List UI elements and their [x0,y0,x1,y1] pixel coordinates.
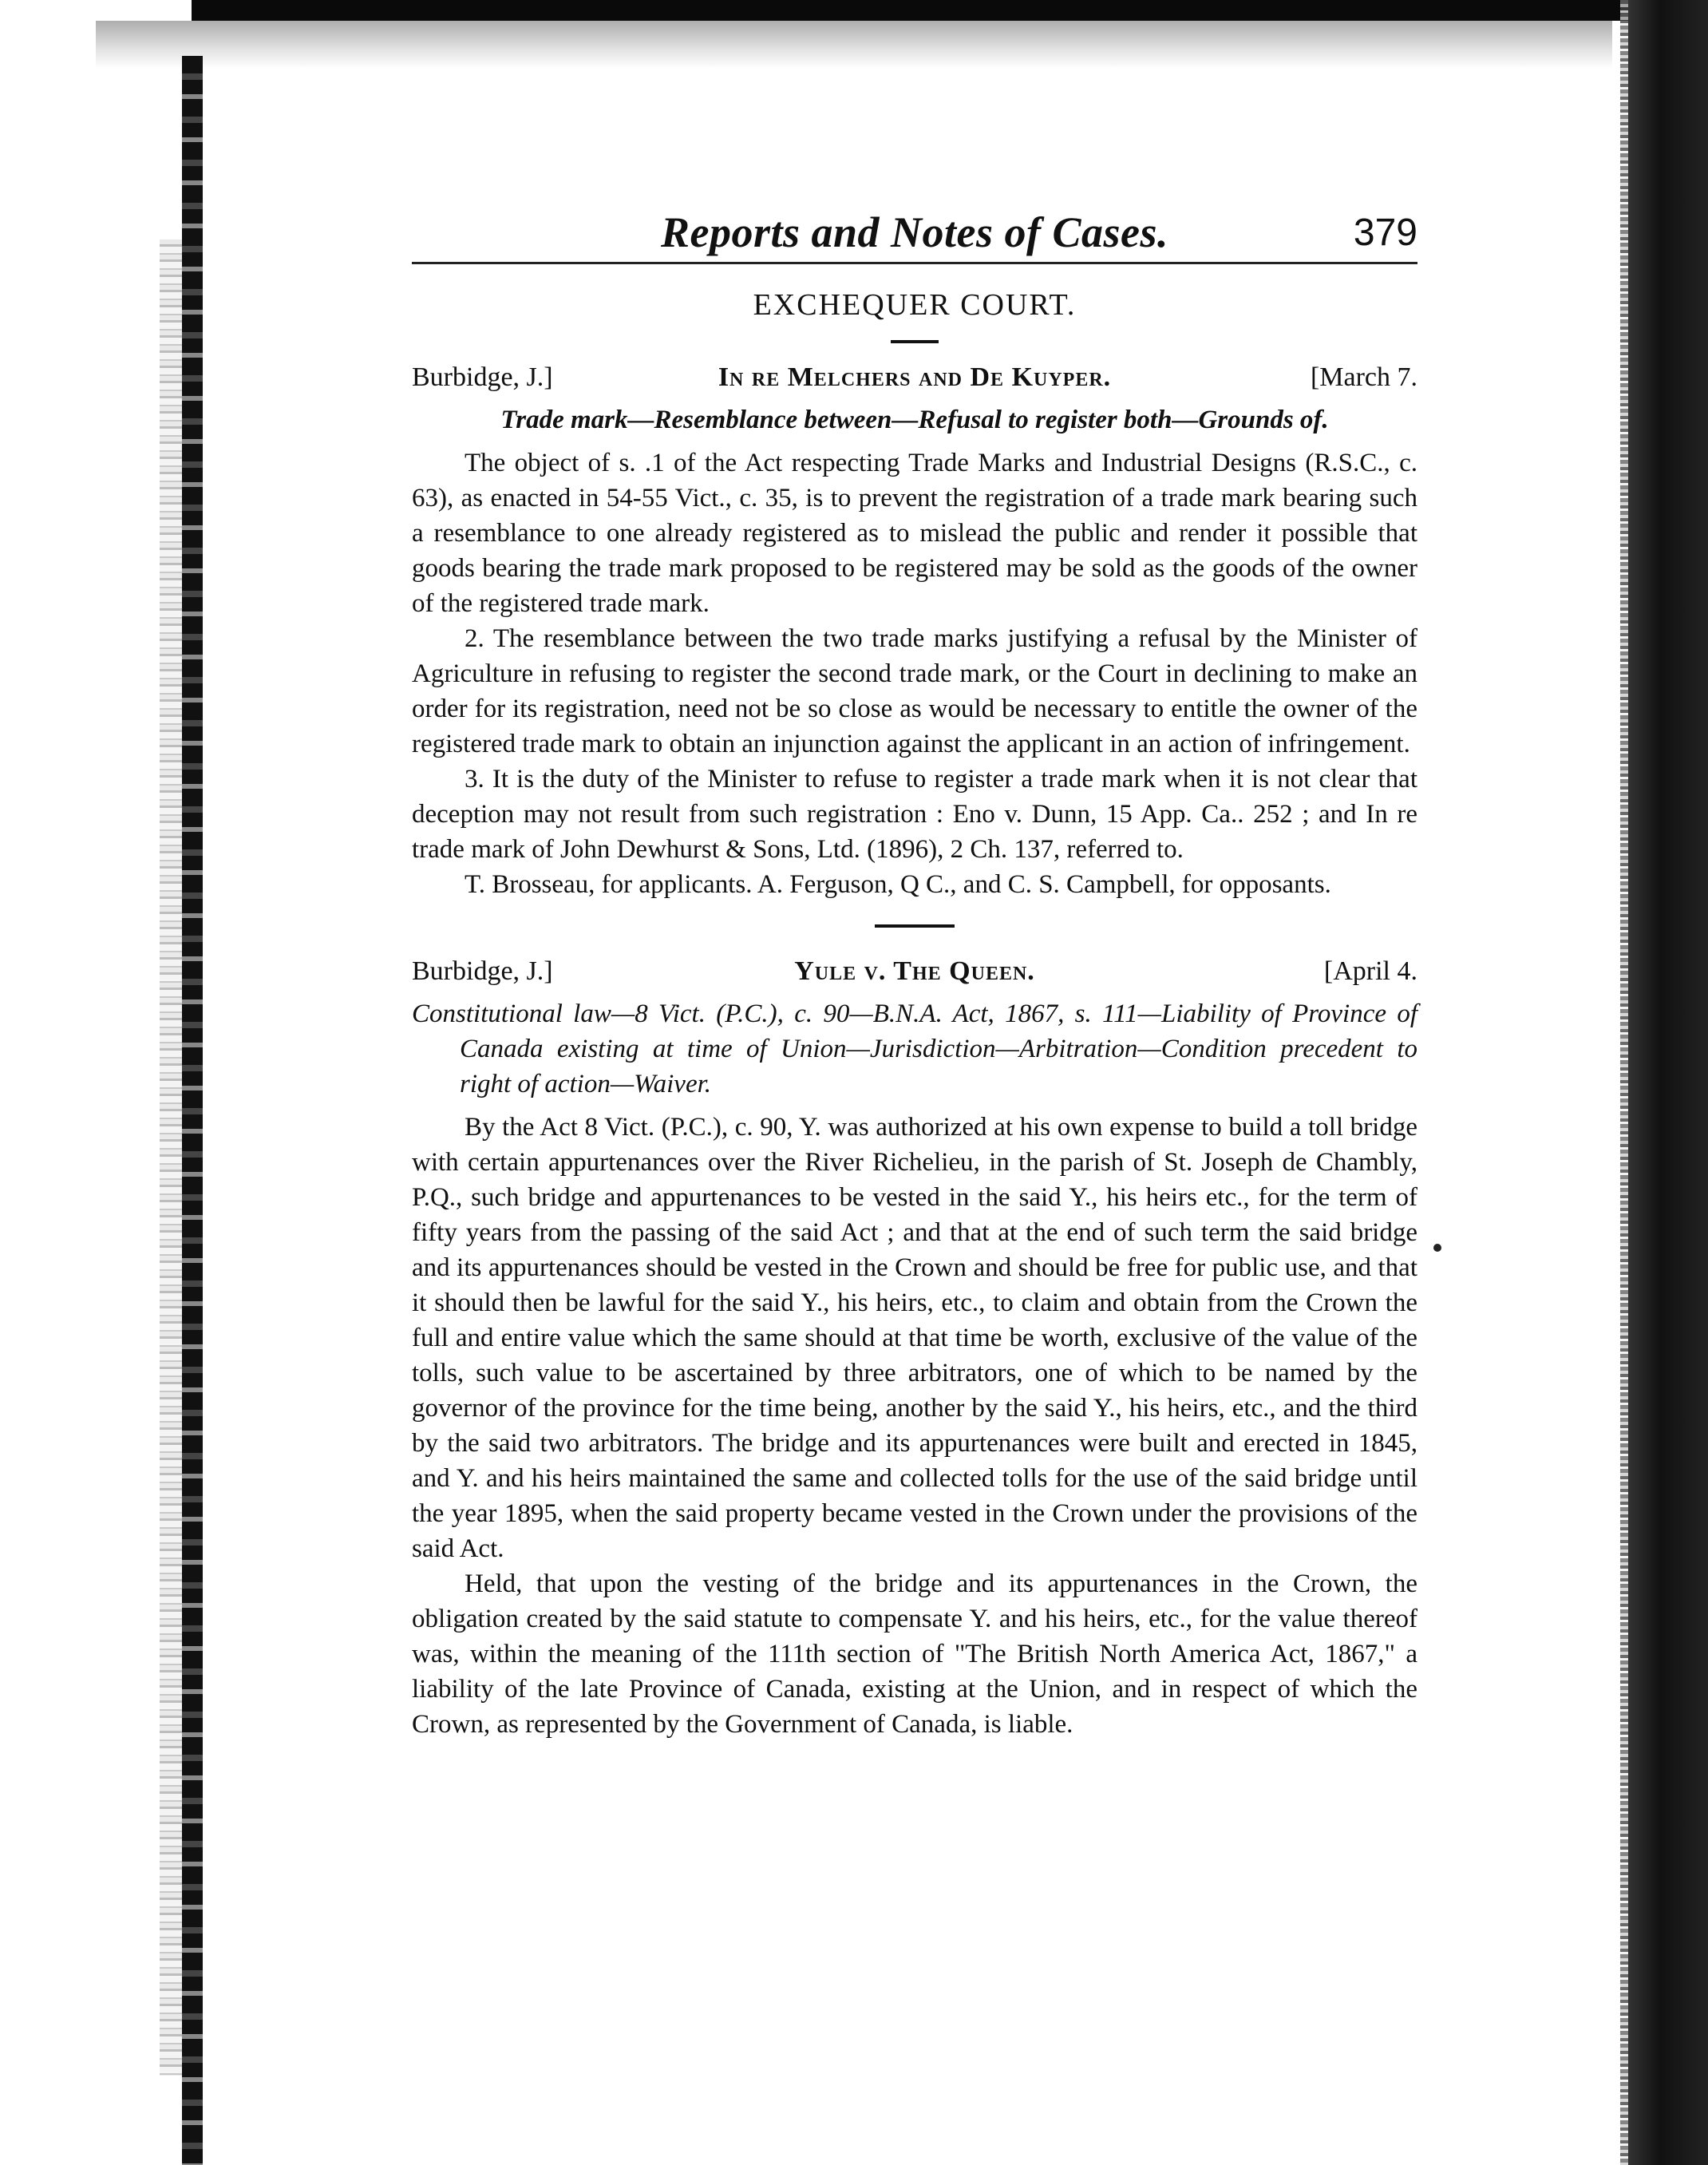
case-heading [412,362,1417,399]
scan-noise-left [160,239,184,2076]
case-judge: Burbidge, J.] [412,956,553,986]
case-caption: In re Melchers and De Kuyper. [718,362,1112,392]
case-paragraph: Held, that upon the vesting of the bridge and its appurtenances in the Crown, the obligation created by the said statute to compensate Y. and his heirs, etc., for the value thereof was, within the meaning of the 111th section of "The British North America Act, 1867," a liability of the late Province of Canada, existing at the Union, and in respect of which the Crown, as represented by the Government of Canada, is liable. [412,1569,1417,1739]
case-yule [412,956,1417,1742]
running-title: Reports and Notes of Cases. [660,208,1169,256]
case-date: [April 4. [1323,956,1417,986]
court-title: EXCHEQUER COURT. [753,288,1077,322]
case-caption: Yule v. The Queen. [794,956,1035,986]
case-paragraph: The object of s. .1 of the Act respecting Trade Marks and Industrial Designs (R.S.C., c. 63), as enacted in 54-55 Vict., c. 35, is to prevent the registration of a trade mark bearing such a resemblance to one already registered as to mislead the public and render it possible that goods bearing the trade mark proposed to be registered may be sold as the goods of the owner of the registered trade mark. [412,449,1417,618]
scan-edge-top [192,0,1628,21]
page-header [412,200,1417,255]
scan-shadow-top [96,21,1612,69]
document-page [412,200,1417,1742]
case-melchers [412,362,1417,902]
case-paragraph: 3. It is the duty of the Minister to refuse to register a trade mark when it is not clear that deception may not result from such registration : Eno v. Dunn, 15 App. Ca.. 252 ; and In re trade mark of John Dewhurst & Sons, Ltd. (1896), 2 Ch. 137, referred to. [412,765,1417,864]
case-heading [412,956,1417,993]
case-judge: Burbidge, J.] [412,362,553,392]
case-counsel: T. Brosseau, for applicants. A. Ferguson, Q C., and C. S. Campbell, for opposants. [465,870,1331,899]
scan-edge-left [182,56,203,2165]
case-headnote: Constitutional law—8 Vict. (P.C.), c. 90—B.N.A. Act, 1867, s. 111—Liability of Province of Canada existing at time of Union—Jurisdiction—Arbitration—Condition precedent to right of action—Waiver. [412,999,1417,1098]
page-number: 379 [1353,212,1417,254]
case-headnote: Trade mark—Resemblance between—Refusal to register both—Grounds of. [500,406,1329,434]
header-rule [412,262,1417,264]
case-paragraph: 2. The resemblance between the two trade marks justifying a refusal by the Minister of Agriculture in refusing to register the second trade mark, or the Court in declining to make an order for its registration, need not be so close as would be necessary to entitle the owner of the registered trade mark to obtain an injunction against the applicant in an action of infringement. [412,624,1417,758]
section-divider [891,340,939,343]
case-paragraph: By the Act 8 Vict. (P.C.), c. 90, Y. was authorized at his own expense to build a toll bridge with certain appurtenances over the River Richelieu, in the parish of St. Joseph de Chambly, P.Q., such bridge and appurtenances to be vested in the said Y., his heirs etc., for the term of fifty years from the passing of the said Act ; and that at the end of such term the said bridge and its appurtenances should be vested in the Crown and should be free for public use, and that it should then be lawful for the said Y., his heirs, etc., to claim and obtain from the Crown the full and entire value which the same should at that time be worth, exclusive of the value of the tolls, such value to be ascertained by three arbitrators, one of which to be named by the governor of the province for the time being, another by the said Y., his heirs, etc., and the third by the said two arbitrators. The bridge and its appurtenances were built and erected in 1845, and Y. and his heirs maintained the same and collected tolls for the use of the said bridge until the year 1895, when the said property became vested in the Crown under the provisions of the said Act. [412,1113,1417,1563]
case-divider [875,924,955,928]
margin-speck [1433,1244,1441,1252]
scan-edge-right [1628,0,1708,2165]
case-date: [March 7. [1310,362,1417,392]
